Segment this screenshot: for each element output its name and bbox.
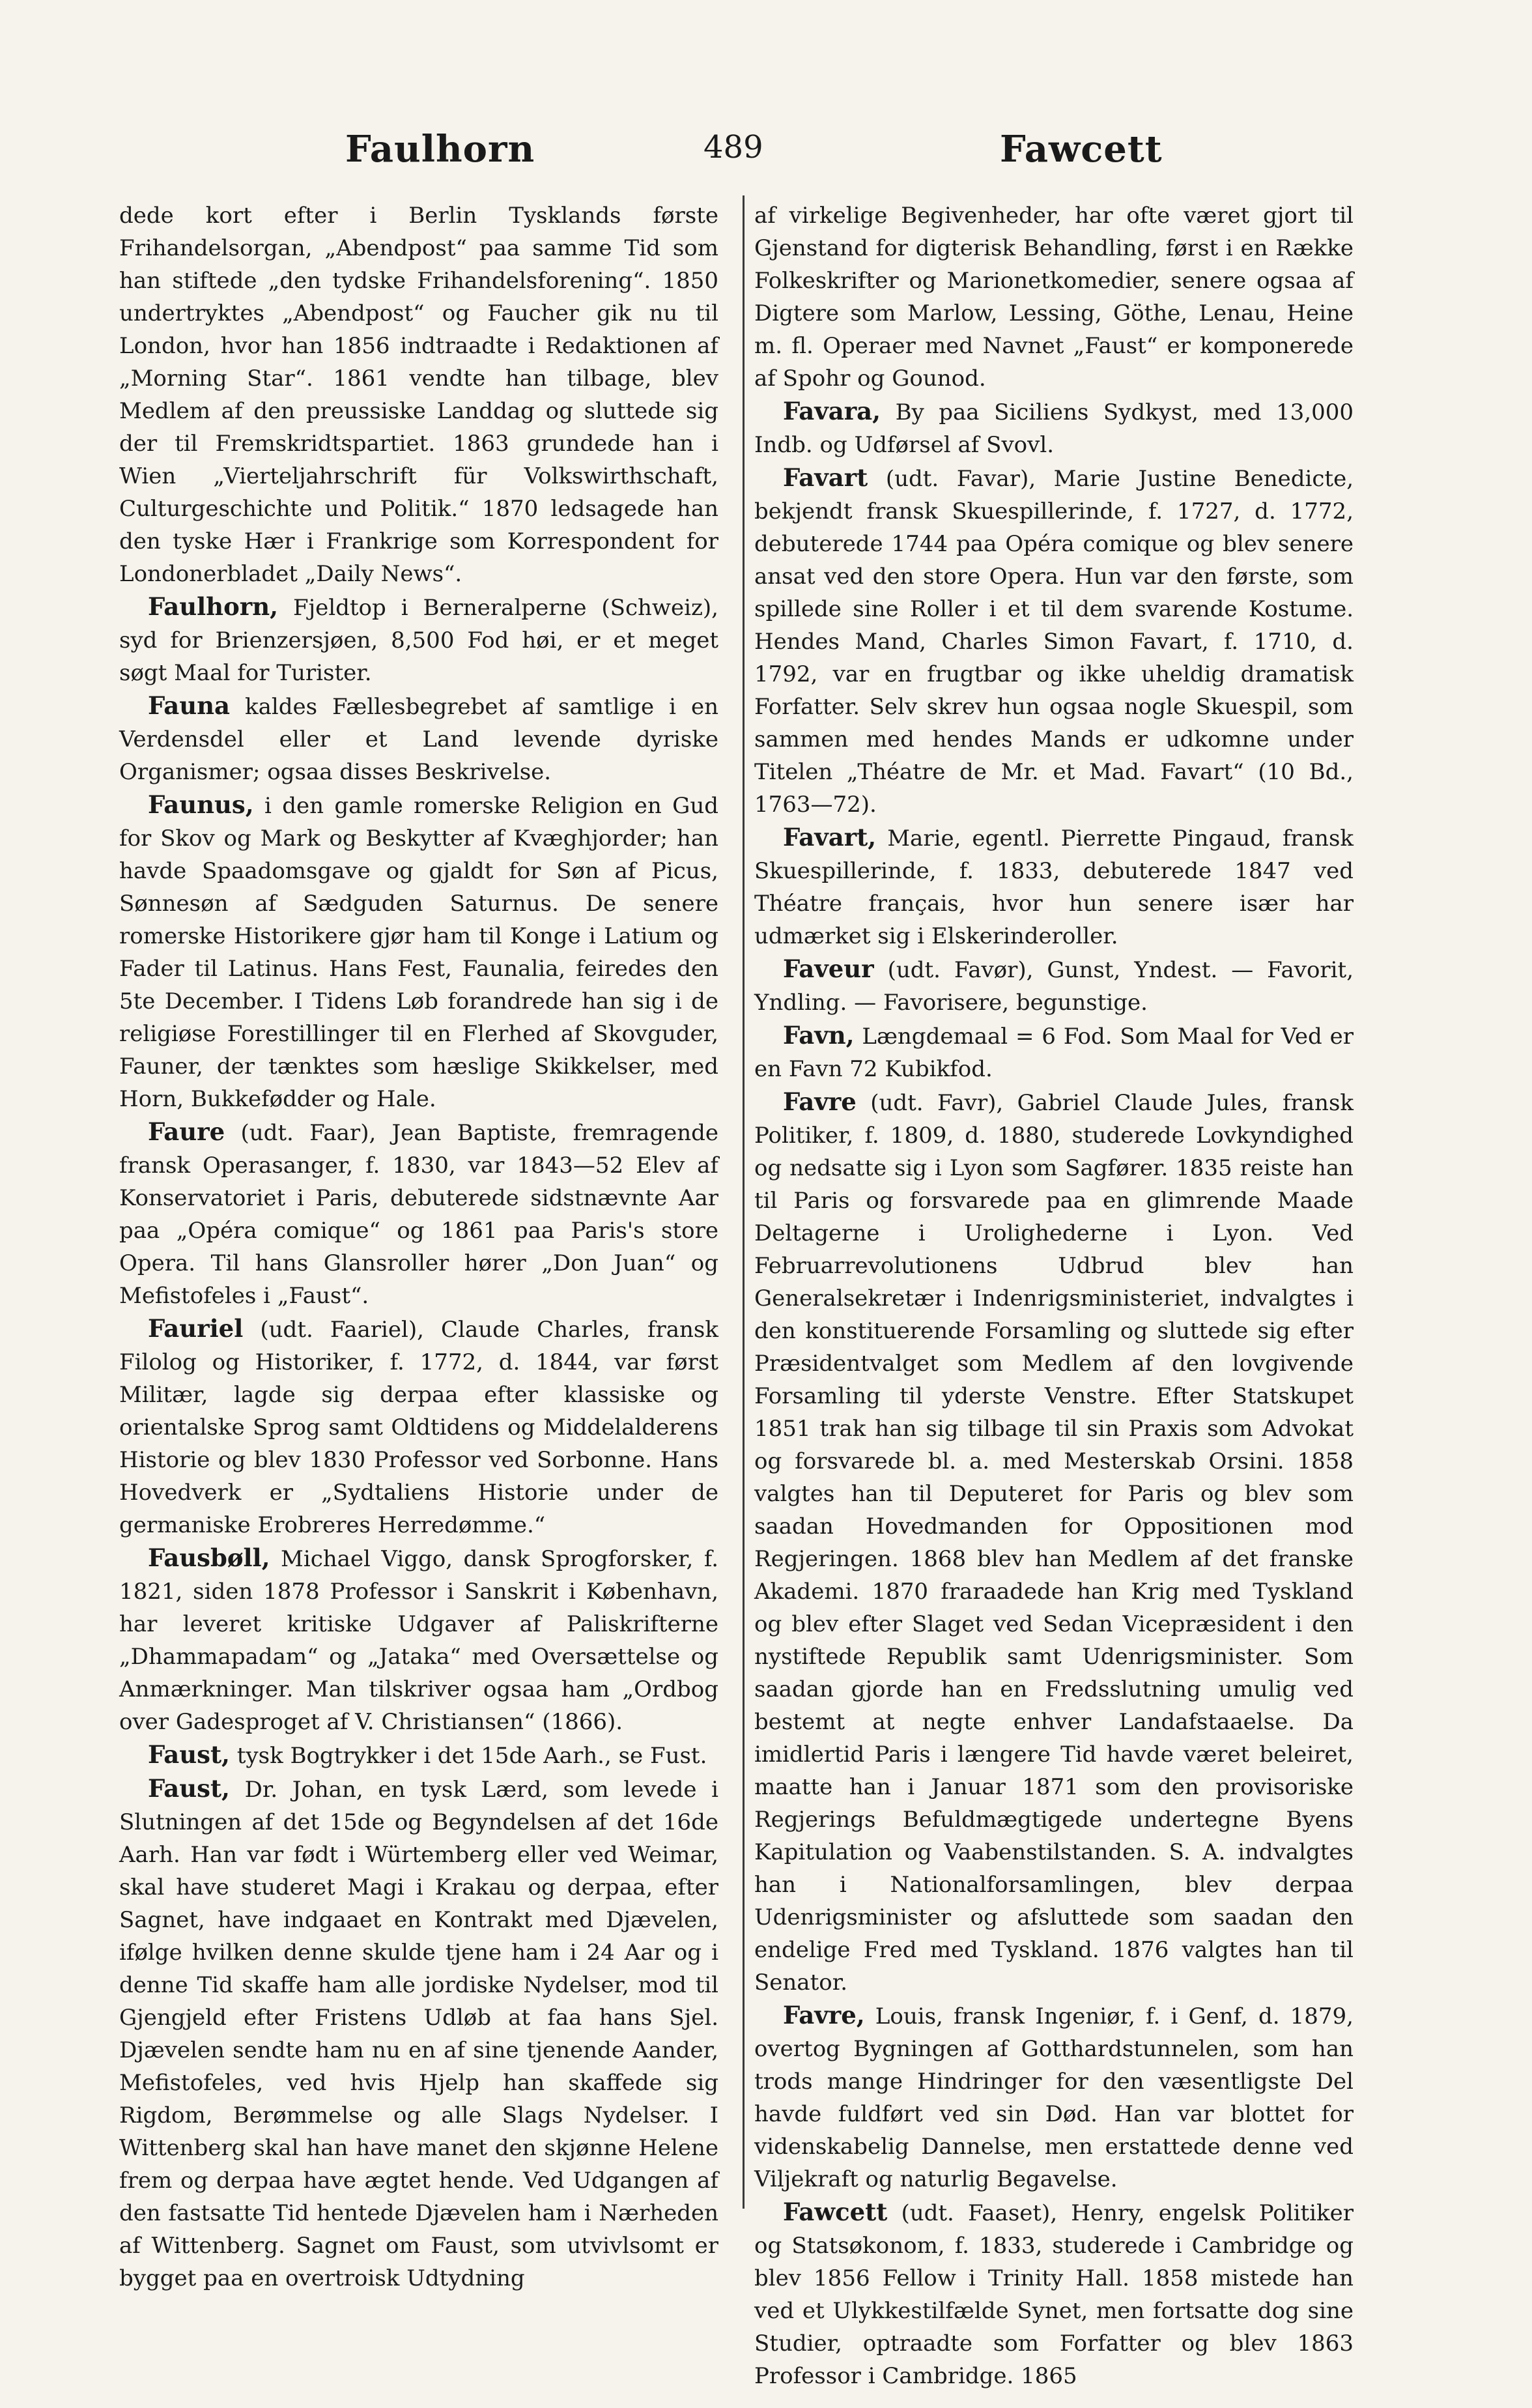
headword: Favara, xyxy=(783,397,881,425)
page-number: 489 xyxy=(703,129,763,165)
header-last-entry: Fawcett xyxy=(1000,128,1163,171)
headword: Fauriel xyxy=(148,1314,244,1343)
entry-faunus: Faunus, i den gamle romerske Religion en Gud for Skov og Mark og Beskytter af Kvæghjorder; han havde Spaadomsgave og gjaldt for Søn af Picus, Sønnesøn af Sædguden Saturnus. De senere romerske Historikere gjør ham til Konge i Latium og Fader til Latinus. Hans Fest, Faunalia, feiredes den 5te December. I Tidens Løb forandrede han sig i de religiøse Forestillinger til en Flerhed af Skovguder, Fauner, der tænktes som hæslige Skikkelser, med Horn, Bukkefødder og Hale. xyxy=(119,790,718,1112)
headword: Favart xyxy=(783,463,868,492)
headword: Fawcett xyxy=(783,2198,888,2226)
entry-faust-johan: Faust, Dr. Johan, en tysk Lærd, som levede i Slutningen af det 15de og Begyndelsen af det 16de Aarh. Han var født i Würtemberg eller ved Weimar, skal have studeret Magi i Krakau og derpaa, efter Sagnet, have indgaaet en Kontrakt med Djævelen, ifølge hvilken denne skulde tjene ham i 24 Aar og i denne Tid skaffe ham alle jordiske Nydelser, mod til Gjengjeld efter Fristens Udløb at faa hans Sjel. Djævelen sendte ham nu en af sine tjenende Aander, Mefistofeles, ved hvis Hjelp han skaffede sig Rigdom, Berømmelse og alle Slags Nydelser. I Wittenberg skal han have manet den skjønne Helene frem og derpaa have ægtet hende. Ved Udgangen af den fastsatte Tid hentede Djævelen ham i Nærheden af Wittenberg. Sagnet om Faust, som utvivlsomt er bygget paa en overtroisk Udtydning xyxy=(119,1774,718,2291)
entry-faust-printer: Faust, tysk Bogtrykker i det 15de Aarh., se Fust. xyxy=(148,1740,707,1769)
entry-fausboll: Fausbøll, Michael Viggo, dansk Sprogforsker, f. 1821, siden 1878 Professor i Sanskrit i København, har leveret kritiske Udgaver af Paliskrifterne „Dhammapadam“ og „Jataka“ med Oversættelse og Anmærkninger. Man tilskriver ogsaa ham „Ordbog over Gadesproget af V. Christiansen“ (1866). xyxy=(119,1543,718,1735)
headword: Fauna xyxy=(148,691,230,720)
right-column xyxy=(754,198,1354,2392)
entry-favart-marie: Favart, Marie, egentl. Pierrette Pingaud, fransk Skuespillerinde, f. 1833, debuterede 1847 ved Théatre français, hvor hun senere især har udmærket sig i Elskerinderoller. xyxy=(754,823,1354,949)
entry-favre-jules: Favre (udt. Favr), Gabriel Claude Jules, fransk Politiker, f. 1809, d. 1880, studerede Lovkyndighed og nedsatte sig i Lyon som Sagfører. 1835 reiste han til Paris og forsvarede paa en glimrende Maade Deltagerne i Urolighederne i Lyon. Ved Februarrevolutionens Udbrud blev han Generalsekretær i Indenrigsministeriet, indvalgtes i den konstituerende Forsamling og sluttede sig efter Præsidentvalget som Medlem af den lovgivende Forsamling til yderste Venstre. Efter Statskupet 1851 trak han sig tilbage til sin Praxis som Advokat og forsvarede bl. a. med Mesterskab Orsini. 1858 valgtes han til Deputeret for Paris og blev som saadan Hovedmanden for Oppositionen mod Regjeringen. 1868 blev han Medlem af det franske Akademi. 1870 fraraadede han Krig med Tyskland og blev efter Slaget ved Sedan Vicepræsident i den nystiftede Republik samt Udenrigsminister. Som saadan gjorde han en Fredsslutning umulig ved bestemt at negte enhver Landafstaaelse. Da imidlertid Paris i længere Tid havde været beleiret, maatte han i Januar 1871 som den provisoriske Regjerings Befuldmægtigede undertegne Byens Kapitulation og Vaabenstilstanden. S. A. indvalgtes han i Nationalforsamlingen, blev derpaa Udenrigsminister og afsluttede som saadan den endelige Fred med Tyskland. 1876 valgtes han til Senator. xyxy=(754,1087,1354,1996)
headword: Faure xyxy=(148,1117,225,1146)
headword: Faulhorn, xyxy=(148,592,279,621)
entry-fauriel: Fauriel (udt. Faariel), Claude Charles, fransk Filolog og Historiker, f. 1772, d. 1844, var først Militær, lagde sig derpaa efter klassiske og orientalske Sprog samt Oldtidens og Middelalderens Historie og blev 1830 Professor ved Sorbonne. Hans Hovedverk er „Sydtaliens Historie under de germaniske Erobreres Herredømme.“ xyxy=(119,1314,718,1538)
entry-favart-marie-justine: Favart (udt. Favar), Marie Justine Benedicte, bekjendt fransk Skuespillerinde, f. 1727, d. 1772, debuterede 1744 paa Opéra comique og blev senere ansat ved den store Opera. Hun var den første, som spillede sine Roller i et til dem svarende Kostume. Hendes Mand, Charles Simon Favart, f. 1710, d. 1792, var en frugtbar og ikke uheldig dramatisk Forfatter. Selv skrev hun ogsaa nogle Skuespil, som sammen med hendes Mands er udkomne under Titelen „Théatre de Mr. et Mad. Favart“ (10 Bd., 1763—72). xyxy=(754,463,1354,818)
headword: Favre xyxy=(783,1087,857,1116)
entry-favara: Favara, By paa Siciliens Sydkyst, med 13,000 Indb. og Udførsel af Svovl. xyxy=(754,397,1354,458)
headword: Favn, xyxy=(783,1021,855,1050)
entry-faveur: Faveur (udt. Favør), Gunst, Yndest. — Favorit, Yndling. — Favorisere, begunstige. xyxy=(754,954,1354,1016)
headword: Faust, xyxy=(148,1774,230,1803)
headword: Faunus, xyxy=(148,790,254,819)
entry-faulhorn: Faulhorn, Fjeldtop i Berneralperne (Schweiz), syd for Brienzersjøen, 8,500 Fod høi, er et meget søgt Maal for Turister. xyxy=(119,592,718,686)
headword: Faust, xyxy=(148,1740,230,1769)
entry-favre-louis: Favre, Louis, fransk Ingeniør, f. i Genf, d. 1879, overtog Bygningen af Gotthardstunnelen, som han trods mange Hindringer for den væsentligste Del havde fuldført ved sin Død. Han var blottet for videnskabelig Dannelse, men erstattede denne ved Viljekraft og naturlig Begavelse. xyxy=(754,2001,1354,2192)
headword: Fausbøll, xyxy=(148,1543,270,1572)
entry-faure: Faure (udt. Faar), Jean Baptiste, fremragende fransk Operasanger, f. 1830, var 1843—52 Elev af Konservatoriet i Paris, debuterede sidstnævnte Aar paa „Opéra comique“ og 1861 paa Paris's store Opera. Til hans Glansroller hører „Don Juan“ og Mefistofeles i „Faust“. xyxy=(119,1117,718,1309)
entry-favn: Favn, Længdemaal = 6 Fod. Som Maal for Ved er en Favn 72 Kubikfod. xyxy=(754,1021,1354,1082)
entry-fawcett: Fawcett (udt. Faaset), Henry, engelsk Politiker og Statsøkonom, f. 1833, studerede i Cambridge og blev 1856 Fellow i Trinity Hall. 1858 mistede han ved et Ulykkestilfælde Synet, men fortsatte dog sine Studier, optraadte som Forfatter og blev 1863 Professor i Cambridge. 1865 xyxy=(754,2198,1354,2389)
headword: Faveur xyxy=(783,954,874,983)
entry-continuation: af virkelige Begivenheder, har ofte været gjort til Gjenstand for digterisk Behandling, først i en Række Folkeskrifter og Marionetkomedier, senere ogsaa af Digtere som Marlow, Lessing, Göthe, Lenau, Heine m. fl. Operaer med Navnet „Faust“ er komponerede af Spohr og Gounod. xyxy=(754,203,1354,392)
headword: Favre, xyxy=(783,2001,865,2029)
headword: Favart, xyxy=(783,823,877,852)
left-column xyxy=(119,198,718,2295)
column-divider xyxy=(743,195,745,2209)
header-first-entry: Faulhorn xyxy=(345,128,535,171)
running-header xyxy=(0,128,1532,180)
entry-fauna: Fauna kaldes Fællesbegrebet af samtlige i en Verdensdel eller et Land levende dyriske Organismer; ogsaa disses Beskrivelse. xyxy=(119,691,718,785)
entry-continuation: dede kort efter i Berlin Tysklands første Frihandelsorgan, „Abendpost“ paa samme Tid som han stiftede „den tydske Frihandelsforening“. 1850 undertryktes „Abendpost“ og Faucher gik nu til London, hvor han 1856 indtraadte i Redaktionen af „Morning Star“. 1861 vendte han tilbage, blev Medlem af den preussiske Landdag og sluttede sig der til Fremskridtspartiet. 1863 grundede han i Wien „Vierteljahrschrift für Volkswirthschaft, Culturgeschichte und Politik.“ 1870 ledsagede han den tyske Hær i Frankrige som Korrespondent for Londonerbladet „Daily News“. xyxy=(119,203,718,587)
